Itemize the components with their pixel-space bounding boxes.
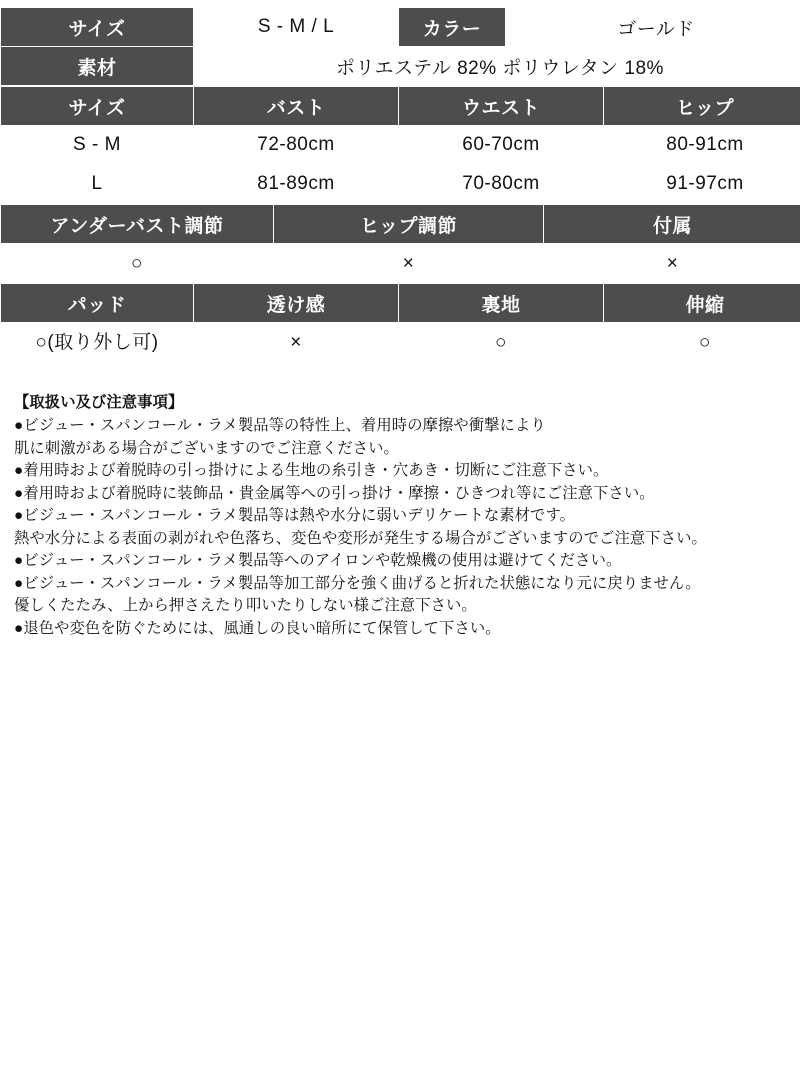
col-header-hip-adjust: ヒップ調節 xyxy=(274,205,544,244)
care-note-line: 優しくたたみ、上から押さえたり叩いたりしない様ご注意下さい。 xyxy=(14,595,784,617)
table-row xyxy=(1,244,800,283)
col-header-lining: 裏地 xyxy=(399,284,604,323)
cell-color-label: カラー xyxy=(399,8,506,47)
cell-accessory-value: × xyxy=(544,244,800,283)
cell-material-value: ポリエステル 82% ポリウレタン 18% xyxy=(194,47,800,86)
cell-color-value: ゴールド xyxy=(506,8,800,47)
basic-spec-table xyxy=(0,7,800,86)
cell-underbust-adjust-value: ○ xyxy=(1,244,274,283)
col-header-size: サイズ xyxy=(1,87,194,126)
cell-sheerness-value: × xyxy=(194,323,399,362)
col-header-stretch: 伸縮 xyxy=(604,284,800,323)
cell-size-l: L xyxy=(1,165,194,204)
product-spec-page xyxy=(0,7,800,1074)
cell-material-label: 素材 xyxy=(1,47,194,86)
col-header-underbust-adjust: アンダーバスト調節 xyxy=(1,205,274,244)
care-notes-title: 【取扱い及び注意事項】 xyxy=(14,392,784,414)
col-header-sheerness: 透け感 xyxy=(194,284,399,323)
col-header-pad: パッド xyxy=(1,284,194,323)
cell-size-label: サイズ xyxy=(1,8,194,47)
cell-bust-l: 81-89cm xyxy=(194,165,399,204)
features-table xyxy=(0,283,800,362)
care-note-line: 肌に刺激がある場合がございますのでご注意ください。 xyxy=(14,438,784,460)
cell-bust-sm: 72-80cm xyxy=(194,126,399,165)
care-note-line: ●ビジュー・スパンコール・ラメ製品等へのアイロンや乾燥機の使用は避けてください。 xyxy=(14,550,784,572)
table-row xyxy=(1,126,800,165)
cell-hip-l: 91-97cm xyxy=(604,165,800,204)
care-notes xyxy=(14,392,784,640)
care-note-line: ●ビジュー・スパンコール・ラメ製品等は熱や水分に弱いデリケートな素材です。 xyxy=(14,505,784,527)
cell-hip-sm: 80-91cm xyxy=(604,126,800,165)
table-row xyxy=(1,8,800,47)
cell-lining-value: ○ xyxy=(399,323,604,362)
cell-stretch-value: ○ xyxy=(604,323,800,362)
table-header-row xyxy=(1,205,800,244)
col-header-hip: ヒップ xyxy=(604,87,800,126)
table-row xyxy=(1,323,800,362)
col-header-bust: バスト xyxy=(194,87,399,126)
care-note-line: ●着用時および着脱時の引っ掛けによる生地の糸引き・穴あき・切断にご注意下さい。 xyxy=(14,460,784,482)
table-header-row xyxy=(1,284,800,323)
cell-waist-l: 70-80cm xyxy=(399,165,604,204)
care-note-line: ●ビジュー・スパンコール・ラメ製品等加工部分を強く曲げると折れた状態になり元に戻りません。 xyxy=(14,573,784,595)
care-note-line: ●退色や変色を防ぐためには、風通しの良い暗所にて保管して下さい。 xyxy=(14,618,784,640)
cell-waist-sm: 60-70cm xyxy=(399,126,604,165)
table-row xyxy=(1,165,800,204)
care-note-line: 熱や水分による表面の剥がれや色落ち、変色や変形が発生する場合がございますのでご注意下さい。 xyxy=(14,528,784,550)
col-header-waist: ウエスト xyxy=(399,87,604,126)
cell-hip-adjust-value: × xyxy=(274,244,544,283)
cell-size-sm: S - M xyxy=(1,126,194,165)
measurements-table xyxy=(0,86,800,204)
care-note-line: ●着用時および着脱時に装飾品・貴金属等への引っ掛け・摩擦・ひきつれ等にご注意下さい。 xyxy=(14,483,784,505)
cell-pad-value: ○(取り外し可) xyxy=(1,323,194,362)
col-header-accessory: 付属 xyxy=(544,205,800,244)
care-note-line: ●ビジュー・スパンコール・ラメ製品等の特性上、着用時の摩擦や衝撃により xyxy=(14,415,784,437)
cell-size-value: S - M / L xyxy=(194,8,399,47)
table-header-row xyxy=(1,87,800,126)
adjustment-table xyxy=(0,204,800,283)
table-row xyxy=(1,47,800,86)
